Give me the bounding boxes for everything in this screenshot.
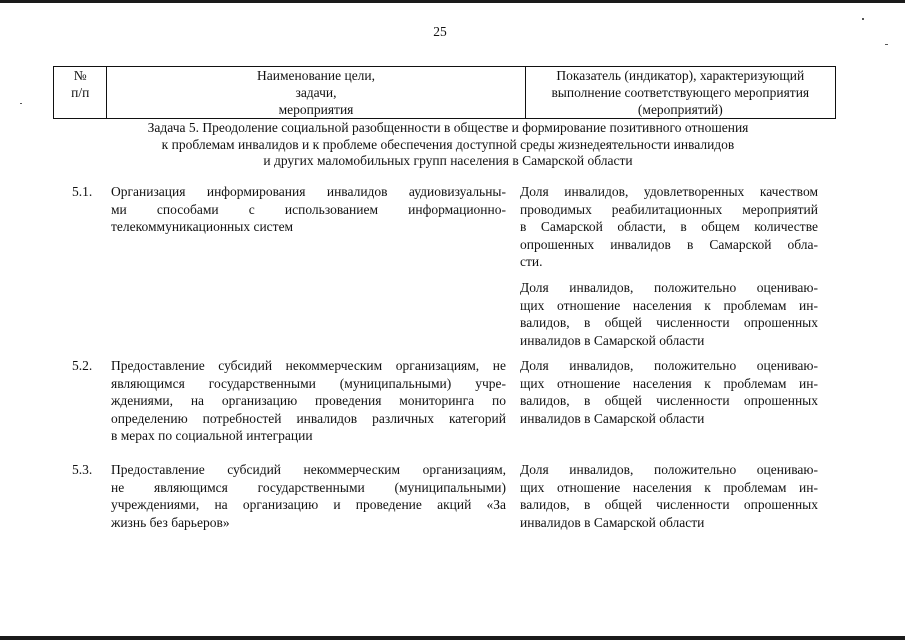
scan-speck — [885, 44, 888, 45]
scan-edge-top — [0, 0, 905, 3]
header-name-line: задачи, — [295, 85, 337, 100]
indicator-line: инвалидов в Самарской области — [520, 332, 705, 348]
scan-edge-bottom — [0, 636, 905, 640]
indicator-line: инвалидов в Самарской области — [520, 514, 705, 530]
header-indicator-line: (мероприятий) — [637, 102, 723, 117]
indicator-line: сти. — [520, 254, 543, 269]
scan-speck — [20, 103, 22, 104]
indicator-line: валидов, в общей численности опрошенных — [520, 315, 818, 330]
task-title-line: и других маломобильных групп населения в Самарской области — [263, 153, 633, 168]
indicator-text — [520, 183, 818, 271]
indicator-line: валидов, в общей численности опрошенных — [520, 393, 818, 408]
activity-text — [111, 357, 506, 445]
indicator-line: Доля инвалидов, положительно оцениваю- — [520, 462, 818, 477]
indicator-line: щих отношение населения к проблемам ин- — [520, 375, 818, 391]
header-number-line: п/п — [71, 85, 90, 100]
indicator-line: проводимых реабилитационных мероприятий — [520, 201, 818, 217]
header-name-line: мероприятия — [278, 102, 354, 117]
activity-line: жизнь без барьеров» — [111, 514, 230, 530]
task-title-line: Задача 5. Преодоление социальной разобщенности в обществе и формирование позитивного отношения — [147, 120, 749, 135]
indicator-line: Доля инвалидов, положительно оцениваю- — [520, 358, 818, 373]
activity-line: ждениями, на организацию проведения мониторинга по — [111, 393, 506, 408]
header-indicator-line: выполнение соответствующего мероприятия — [551, 85, 810, 100]
indicator-line: инвалидов в Самарской области — [520, 410, 705, 426]
activity-line: являющимся государственными (муниципальными) учре- — [111, 375, 506, 391]
task-title-line: к проблемам инвалидов и к проблеме обеспечения доступной среды жизнедеятельности инвалидов — [161, 136, 735, 152]
indicator-text — [520, 279, 818, 349]
header-number-line: № — [73, 68, 87, 83]
activity-line: определению потребностей инвалидов различных категорий — [111, 410, 506, 426]
row-number: 5.2. — [72, 358, 93, 373]
activity-line: Предоставление субсидий некоммерческим организациям, не — [111, 358, 506, 373]
header-indicator-cell — [525, 67, 835, 119]
indicator-line: валидов, в общей численности опрошенных — [520, 497, 818, 512]
scan-speck — [862, 18, 864, 20]
row-number: 5.1. — [72, 184, 93, 199]
activity-text — [111, 183, 506, 236]
activity-line: учреждениями, на организацию и проведение акций «За — [111, 497, 506, 512]
indicator-line: в Самарской области, в общем количестве — [520, 219, 818, 234]
indicator-text — [520, 461, 818, 531]
page-number: 25 — [433, 24, 447, 39]
activity-text — [111, 461, 506, 531]
indicator-line: Доля инвалидов, удовлетворенных качеством — [520, 184, 818, 199]
table-header — [53, 66, 836, 119]
activity-line: Предоставление субсидий некоммерческим организациям, — [111, 462, 506, 477]
indicator-text — [520, 357, 818, 427]
header-name-line: Наименование цели, — [256, 68, 376, 83]
activity-line: Организация информирования инвалидов аудиовизуальны- — [111, 184, 506, 199]
indicator-line: щих отношение населения к проблемам ин- — [520, 297, 818, 313]
indicator-line: щих отношение населения к проблемам ин- — [520, 479, 818, 495]
header-name-cell — [107, 67, 525, 119]
activity-line: телекоммуникационных систем — [111, 219, 294, 234]
row-number: 5.3. — [72, 462, 93, 477]
task-title — [60, 120, 836, 170]
activity-line: в мерах по социальной интеграции — [111, 428, 313, 443]
indicator-line: Доля инвалидов, положительно оцениваю- — [520, 280, 818, 295]
activity-line: не являющимся государственными (муниципальными) — [111, 479, 506, 495]
indicator-line: опрошенных инвалидов в Самарской обла- — [520, 236, 818, 252]
header-number-cell — [54, 67, 107, 119]
activity-line: ми способами с использованием информационно- — [111, 201, 506, 217]
header-indicator-line: Показатель (индикатор), характеризующий — [556, 68, 805, 83]
